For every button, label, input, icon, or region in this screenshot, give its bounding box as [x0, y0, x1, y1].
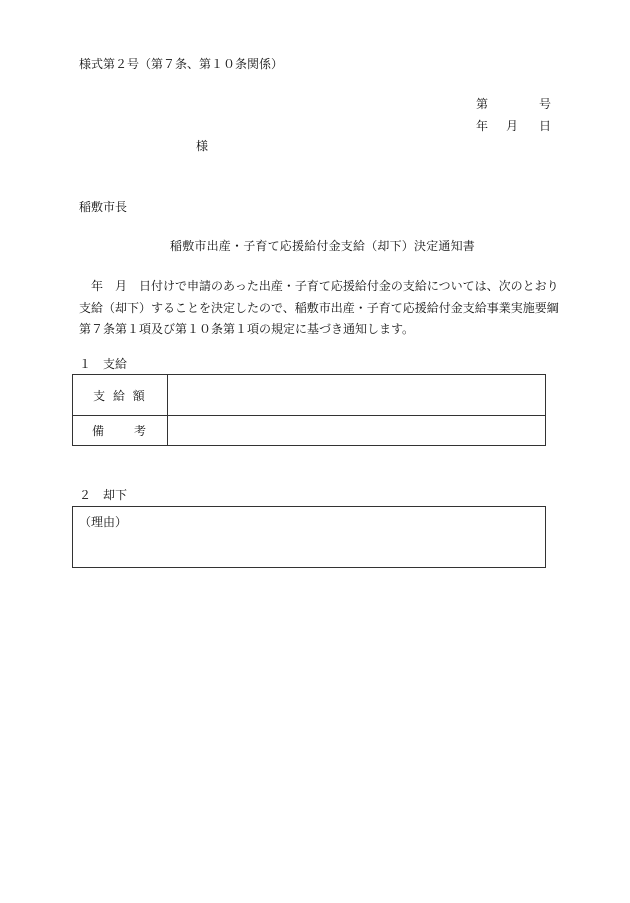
- payment-amount-label: 支 給 額: [73, 375, 168, 416]
- issuer: 稲敷市長: [79, 200, 128, 214]
- table-row: [73, 375, 546, 416]
- section-rejection-heading: ２ 却下: [79, 488, 128, 502]
- recipient-honorific: 様: [196, 139, 209, 153]
- rejection-reason-box: [72, 506, 546, 568]
- notice-body-line: 第７条第１項及び第１０条第１項の規定に基づき通知します。: [79, 322, 415, 336]
- date-day: 日: [539, 119, 552, 133]
- document-number-suffix: 号: [539, 97, 552, 111]
- document-title: 稲敷市出産・子育て応援給付金支給（却下）決定通知書: [170, 239, 476, 253]
- document-number-label: 第: [476, 97, 489, 111]
- date-month: 月: [506, 119, 519, 133]
- table-row: [73, 416, 546, 446]
- form-number: 様式第２号（第７条、第１０条関係）: [79, 57, 284, 71]
- section-payment-heading: １ 支給: [79, 357, 128, 371]
- date-year: 年: [476, 119, 489, 133]
- notice-body-line: 年 月 日付けで申請のあった出産・子育て応援給付金の支給については、次のとおり: [79, 279, 559, 293]
- rejection-reason-label: （理由）: [79, 515, 128, 529]
- payment-amount-value: [168, 375, 546, 416]
- remarks-label: 備 考: [73, 416, 168, 446]
- payment-table: [72, 374, 546, 446]
- notice-body-line: 支給（却下）することを決定したので、稲敷市出産・子育て応援給付金支給事業実施要綱: [79, 300, 559, 315]
- notice-body: [79, 276, 559, 341]
- remarks-value: [168, 416, 546, 446]
